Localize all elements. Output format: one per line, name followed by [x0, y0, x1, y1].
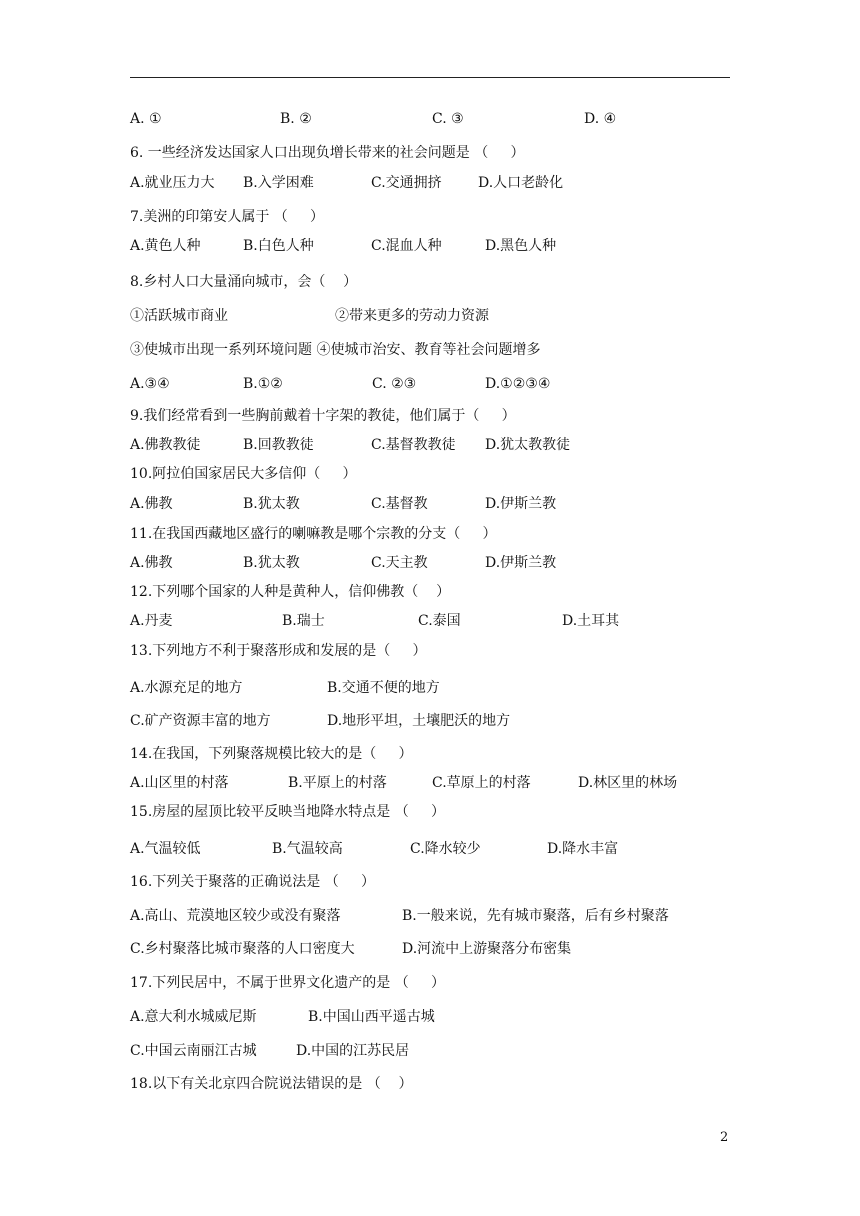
option-c: C.矿产资源丰富的地方 [130, 713, 271, 729]
option-a: A.高山、荒漠地区较少或没有聚落 [130, 908, 341, 924]
option-a: A.黄色人种 [130, 238, 201, 254]
option-b: B.白色人种 [243, 238, 314, 254]
option-c: C. ②③ [372, 376, 417, 392]
option-d: D.①②③④ [485, 376, 551, 392]
option-a: A.就业压力大 [130, 175, 215, 191]
question-17 [130, 974, 445, 1010]
question-15 [130, 803, 445, 839]
option-c: C.基督教教徒 [371, 437, 456, 453]
statements-3-4: ③使城市出现一系列环境问题 ④使城市治安、教育等社会问题增多 [130, 342, 541, 358]
option-c: C.天主教 [371, 555, 428, 571]
question-text: 6. 一些经济发达国家人口出现负增长带来的社会问题是 （ ） [130, 145, 525, 161]
option-a: A.山区里的村落 [130, 775, 229, 791]
option-d: D.人口老龄化 [478, 175, 564, 191]
option-b: B.入学困难 [243, 175, 314, 191]
option-a: A.丹麦 [130, 613, 173, 629]
question-18 [130, 1075, 413, 1111]
option-c: C.泰国 [418, 613, 461, 629]
question-text: 14.在我国，下列聚落规模比较大的是（ ） [130, 746, 413, 762]
option-a: A.佛教 [130, 496, 173, 512]
option-d: D.地形平坦，土壤肥沃的地方 [327, 713, 511, 729]
option-d: D.犹太教教徒 [485, 437, 571, 453]
option-c: C.混血人种 [371, 238, 442, 254]
question-8 [130, 273, 358, 309]
option-c: C.降水较少 [410, 841, 481, 857]
question-text: 12.下列哪个国家的人种是黄种人，信仰佛教（ ） [130, 584, 451, 600]
question-text: 17.下列民居中，不属于世界文化遗产的是 （ ） [130, 975, 445, 991]
option-b: B.交通不便的地方 [327, 680, 440, 696]
option-c: C.中国云南丽江古城 [130, 1043, 257, 1059]
page-number: 2 [720, 1130, 729, 1145]
question-text: 10.阿拉伯国家居民大多信仰（ ） [130, 466, 357, 482]
option-c: C.乡村聚落比城市聚落的人口密度大 [130, 941, 355, 957]
option-d: D.河流中上游聚落分布密集 [402, 941, 572, 957]
question-text: 16.下列关于聚落的正确说法是 （ ） [130, 874, 375, 890]
option-d: D.降水丰富 [547, 841, 619, 857]
statement-1: ①活跃城市商业 [130, 308, 228, 324]
question-16 [130, 873, 375, 909]
option-b: B.中国山西平遥古城 [308, 1009, 435, 1025]
option-a: A.③④ [130, 376, 170, 392]
option-d: D.伊斯兰教 [485, 555, 557, 571]
option-d: D.土耳其 [562, 613, 620, 629]
option-a: A.佛教 [130, 555, 173, 571]
option-a: A. ① [130, 111, 162, 127]
question-text: 8.乡村人口大量涌向城市，会（ ） [130, 274, 358, 290]
question-text: 13.下列地方不利于聚落形成和发展的是（ ） [130, 643, 427, 659]
option-b: B.一般来说，先有城市聚落，后有乡村聚落 [402, 908, 669, 924]
option-b: B.犹太教 [243, 496, 300, 512]
question-text: 9.我们经常看到一些胸前戴着十字架的教徒，他们属于（ ） [130, 408, 516, 424]
option-d: D. ④ [584, 111, 617, 127]
question-text: 7.美洲的印第安人属于 （ ） [130, 209, 325, 225]
question-text: 11.在我国西藏地区盛行的喇嘛教是哪个宗教的分支（ ） [130, 526, 497, 542]
option-b: B. ② [280, 111, 312, 127]
option-d: D.黑色人种 [485, 238, 557, 254]
option-b: B.瑞士 [282, 613, 325, 629]
option-b: B.犹太教 [243, 555, 300, 571]
option-d: D.伊斯兰教 [485, 496, 557, 512]
option-d: D.林区里的林场 [578, 775, 678, 791]
option-b: B.①② [243, 376, 283, 392]
option-c: C.基督教 [371, 496, 428, 512]
option-a: A.佛教教徒 [130, 437, 201, 453]
option-b: B.回教教徒 [243, 437, 314, 453]
option-c: C.交通拥挤 [371, 175, 442, 191]
line-q8-statements-2 [130, 341, 541, 377]
option-d: D.中国的江苏民居 [296, 1043, 410, 1059]
option-a: A.意大利水城威尼斯 [130, 1009, 257, 1025]
option-c: C. ③ [432, 111, 464, 127]
header-rule [130, 77, 730, 78]
question-13 [130, 642, 427, 678]
option-c: C.草原上的村落 [432, 775, 531, 791]
option-b: B.平原上的村落 [288, 775, 387, 791]
option-a: A.水源充足的地方 [130, 680, 243, 696]
question-text: 15.房屋的屋顶比较平反映当地降水特点是 （ ） [130, 804, 445, 820]
option-a: A.气温较低 [130, 841, 201, 857]
option-b: B.气温较高 [272, 841, 343, 857]
question-text: 18.以下有关北京四合院说法错误的是 （ ） [130, 1076, 413, 1092]
statement-2: ②带来更多的劳动力资源 [335, 308, 489, 324]
